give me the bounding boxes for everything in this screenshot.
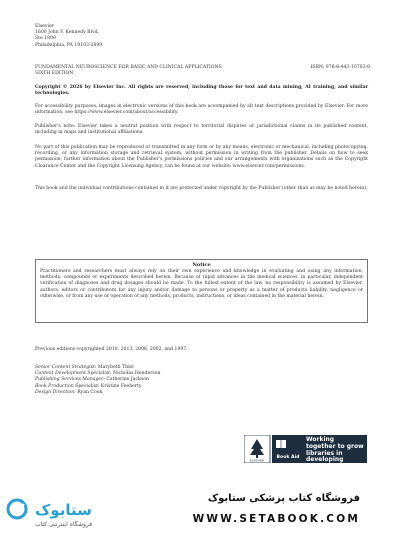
notice-body: Practitioners and researchers must always rely on their own experience and knowledge in evaluating and using any information, methods, compounds or experiments described herein. Because of rapid advances in the medical sciences, in particular, independent verification of diagnoses and drug dosages should be made. To the fullest extent of the law, no responsibility is assumed by Elsevier, authors, editors or contributors for any injury and/or damage to persons or property as a matter of products liability, negligence or otherwise, or from any use or operation of any methods, products, instructions, or ideas contained in the material herein. <box>40 269 363 299</box>
credit-role: Publishing Services Manager: <box>35 377 105 383</box>
address-line: Elsevier <box>35 24 54 29</box>
address-line: Philadelphia, PA 19103-2899 <box>35 42 103 48</box>
watermark-footer <box>0 465 400 533</box>
copyright-text: Copyright © 2026 by Elsevier Inc. All rights are reserved, including those for text and data mining, AI training, and similar technologies. <box>35 85 368 97</box>
permissions-paragraph: No part of this publication may be reproduced or transmitted in any form or by any means, electronic or mechanical, including photocopying, recording, or any information storage and retrieval system, without permission in writing from the publisher. Details on how to seek permission, further information about the Publisher's permissions policies and our arrangements with organizations such as the Copyright Clearance Center and the Copyright Licensing Agency, can be found at our website: www.elsevier.com/permissions. <box>35 145 368 169</box>
setabook-circle-icon <box>8 500 26 518</box>
book-title: FUNDAMENTAL NEUROSCIENCE FOR BASIC AND CLINICAL APPLICATIONS <box>35 65 222 70</box>
credit-name: Kristine Feeherty <box>100 383 142 389</box>
setabook-logo-subtext: فروشگاه اینترنتی کتاب <box>35 521 93 528</box>
book-edition: SIXTH EDITION <box>35 71 74 77</box>
credit-line <box>35 390 285 396</box>
protected-paragraph: This book and the individual contributions contained in it are protected under copyright by the Publisher (other than as may be noted herein). <box>35 186 368 191</box>
elsevier-wordmark: ELSEVIER <box>249 458 265 463</box>
credit-name: Ryan Cook <box>77 389 103 395</box>
credit-name: Marybeth Thiel <box>97 365 134 370</box>
book-aid-logo <box>244 435 304 463</box>
credit-role: Book Production Specialist: <box>35 383 100 389</box>
credit-role: Design Direction: <box>35 389 76 395</box>
isbn: ISBN: 978-0-443-10703-0 <box>310 65 370 70</box>
book-aid-wordmark: Book Aid <box>276 455 300 460</box>
credits-list <box>35 365 285 396</box>
notice-title: Notice <box>192 262 211 268</box>
setabook-logo-text: ستابوک <box>35 501 92 519</box>
credit-name: Nicholas Henderson <box>113 371 161 377</box>
copyright-statement <box>35 85 368 97</box>
credit-name: Catherine Jackson <box>106 377 149 383</box>
book-aid-slogan: Working together to grow libraries in developing <box>303 435 367 463</box>
store-url[interactable]: WWW.SETABOOK.COM <box>192 513 360 525</box>
credit-role: Content Development Specialist: <box>35 371 112 377</box>
publisher-address <box>35 24 275 49</box>
address-line: 1600 John F. Kennedy Blvd. <box>35 30 100 36</box>
store-title: فروشگاه کتاب پزشکی ستابوک <box>207 493 360 504</box>
notice-box <box>35 259 368 323</box>
book-title-row <box>35 65 370 77</box>
setabook-logo <box>5 495 95 531</box>
accessibility-paragraph: For accessibility purposes, images in electronic versions of this book are accompanied by alt text descriptions provided by Elsevier. For more information, see https://www.elsevier.com/about/accessibility. <box>35 104 368 116</box>
credit-role: Senior Content Strategist: <box>35 365 97 370</box>
address-line: Ste 1800 <box>35 36 56 42</box>
publishers-note: Publisher's note: Elsevier takes a neutral position with respect to territorial disputes or jurisdictional claims in its published content, including in maps and institutional affiliations. <box>35 124 368 136</box>
previous-editions: Previous editions copyrighted 2018, 2013, 2006, 2002, and 1997. <box>35 347 188 352</box>
